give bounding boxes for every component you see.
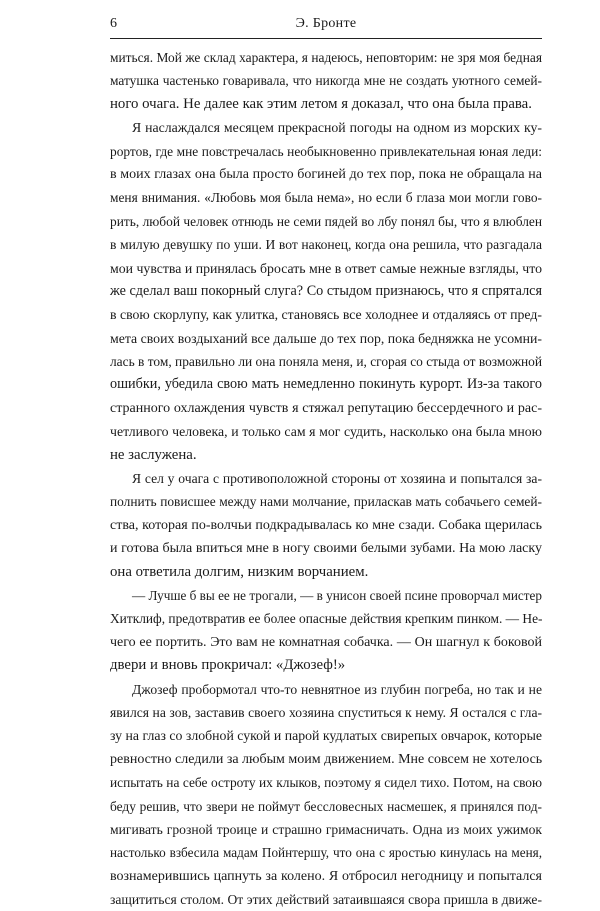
text-line: испытать на себе остроту их клыков, поэтому я сидел тихо. Потом, на свою bbox=[110, 775, 542, 791]
text-line: миться. Мой же склад характера, я надеюсь, неповторим: не зря моя бедная bbox=[110, 50, 542, 65]
text-line: двери и вновь прокричал: «Джозеф!» bbox=[110, 657, 346, 674]
text-line: полнить повисшее между нами молчание, приласкав мать собачьего семей- bbox=[110, 494, 542, 510]
text-line: рить, любой человек отнюдь не семи пядей во лбу понял бы, что я влюблен bbox=[110, 213, 542, 229]
text-line: — Лучше б вы ее не трогали, — в унисон своей псине проворчал мистер bbox=[132, 587, 542, 603]
text-line: не заслужена. bbox=[110, 446, 197, 463]
page-number: 6 bbox=[110, 16, 118, 31]
text-line: рортов, где мне повстречалась необыкновенно привлекательная юная леди: bbox=[110, 143, 542, 159]
text-line: меня внимания. «Любовь моя была нема», но если б глаза мои могли гово- bbox=[110, 190, 542, 206]
text-line: четливого человека, и только сам я мог судить, насколько она была мною bbox=[110, 424, 542, 440]
text-line: мигивать грозной троице и страшно гримасничать. Одна из моих ужимок bbox=[110, 821, 542, 837]
text-line: и готова была впиться мне в ногу своими белыми зубами. На мою ласку bbox=[110, 541, 542, 557]
body-text bbox=[110, 46, 542, 911]
text-line: Я сел у очага с противоположной стороны от хозяина и попытался за- bbox=[132, 471, 542, 487]
text-line: ошибки, убедила свою мать немедленно покинуть курорт. Из-за такого bbox=[110, 376, 542, 393]
text-line: Хитклиф, предотвратив ее более опасные действия крепким пинком. — Не- bbox=[110, 611, 543, 627]
text-line: же сделал ваш покорный слуга? Со стыдом признаюсь, что я спрятался bbox=[110, 282, 542, 299]
text-line: чего ее портить. Это вам не комнатная собачка. — Он шагнул к боковой bbox=[110, 634, 542, 650]
text-line: ревностно следили за любым моим движением. Мне совсем не хотелось bbox=[110, 751, 543, 767]
text-line: зу на глаз со злобной сукой и парой кудлатых свирепых овчарок, которые bbox=[110, 728, 542, 744]
text-line: мои чувства и принялась бросать мне в ответ самые нежные взгляды, что bbox=[110, 260, 542, 276]
text-line: она ответила долгим, низким ворчанием. bbox=[110, 563, 369, 580]
text-line: матушка частенько говаривала, что никогда мне не создать уютного семей- bbox=[110, 73, 542, 89]
text-line: ного очага. Не далее как этим летом я доказал, что она была права. bbox=[110, 95, 532, 112]
text-line: странного охлаждения чувств я стяжал репутацию бессердечного и рас- bbox=[110, 400, 542, 416]
text-line: мета своих воздыханий все дальше до тех пор, пока бедняжка не усомни- bbox=[110, 330, 542, 346]
running-header bbox=[110, 16, 542, 36]
text-line: Джозеф пробормотал что-то невнятное из глубин погреба, но так и не bbox=[132, 681, 542, 697]
text-line: в милую девушку по уши. И вот наконец, когда она решила, что разгадала bbox=[110, 237, 542, 253]
text-line: защититься столом. От этих действий затаившаяся свора пришла в движе- bbox=[110, 892, 542, 908]
text-line: ства, которая по-волчьи подкрадывалась ко мне сзади. Собака щерилась bbox=[110, 517, 542, 533]
text-line: настолько взбесила мадам Пойнтершу, что она с яростью кинулась на меня, bbox=[110, 845, 542, 861]
header-rule bbox=[110, 38, 542, 39]
text-line: в свою скорлупу, как улитка, становясь все холоднее и отдаляясь от пред- bbox=[110, 307, 542, 323]
text-line: в моих глазах она была просто богиней до тех пор, пока не обращала на bbox=[110, 166, 542, 182]
text-line: беду решив, что звери не поймут бессловесных насмешек, я принялся под- bbox=[110, 798, 542, 814]
text-line: лась в том, правильно ли она поняла меня, и, сгорая со стыда от возможной bbox=[110, 354, 542, 370]
text-line: вознамерившись цапнуть за колено. Я отбросил негодницу и попытался bbox=[110, 868, 542, 884]
text-line: явился на зов, заставив своего хозяина спуститься к нему. Я остался с гла- bbox=[110, 704, 542, 720]
header-title: Э. Бронте bbox=[295, 16, 357, 31]
text-line: Я наслаждался месяцем прекрасной погоды на одном из морских ку- bbox=[132, 120, 542, 136]
